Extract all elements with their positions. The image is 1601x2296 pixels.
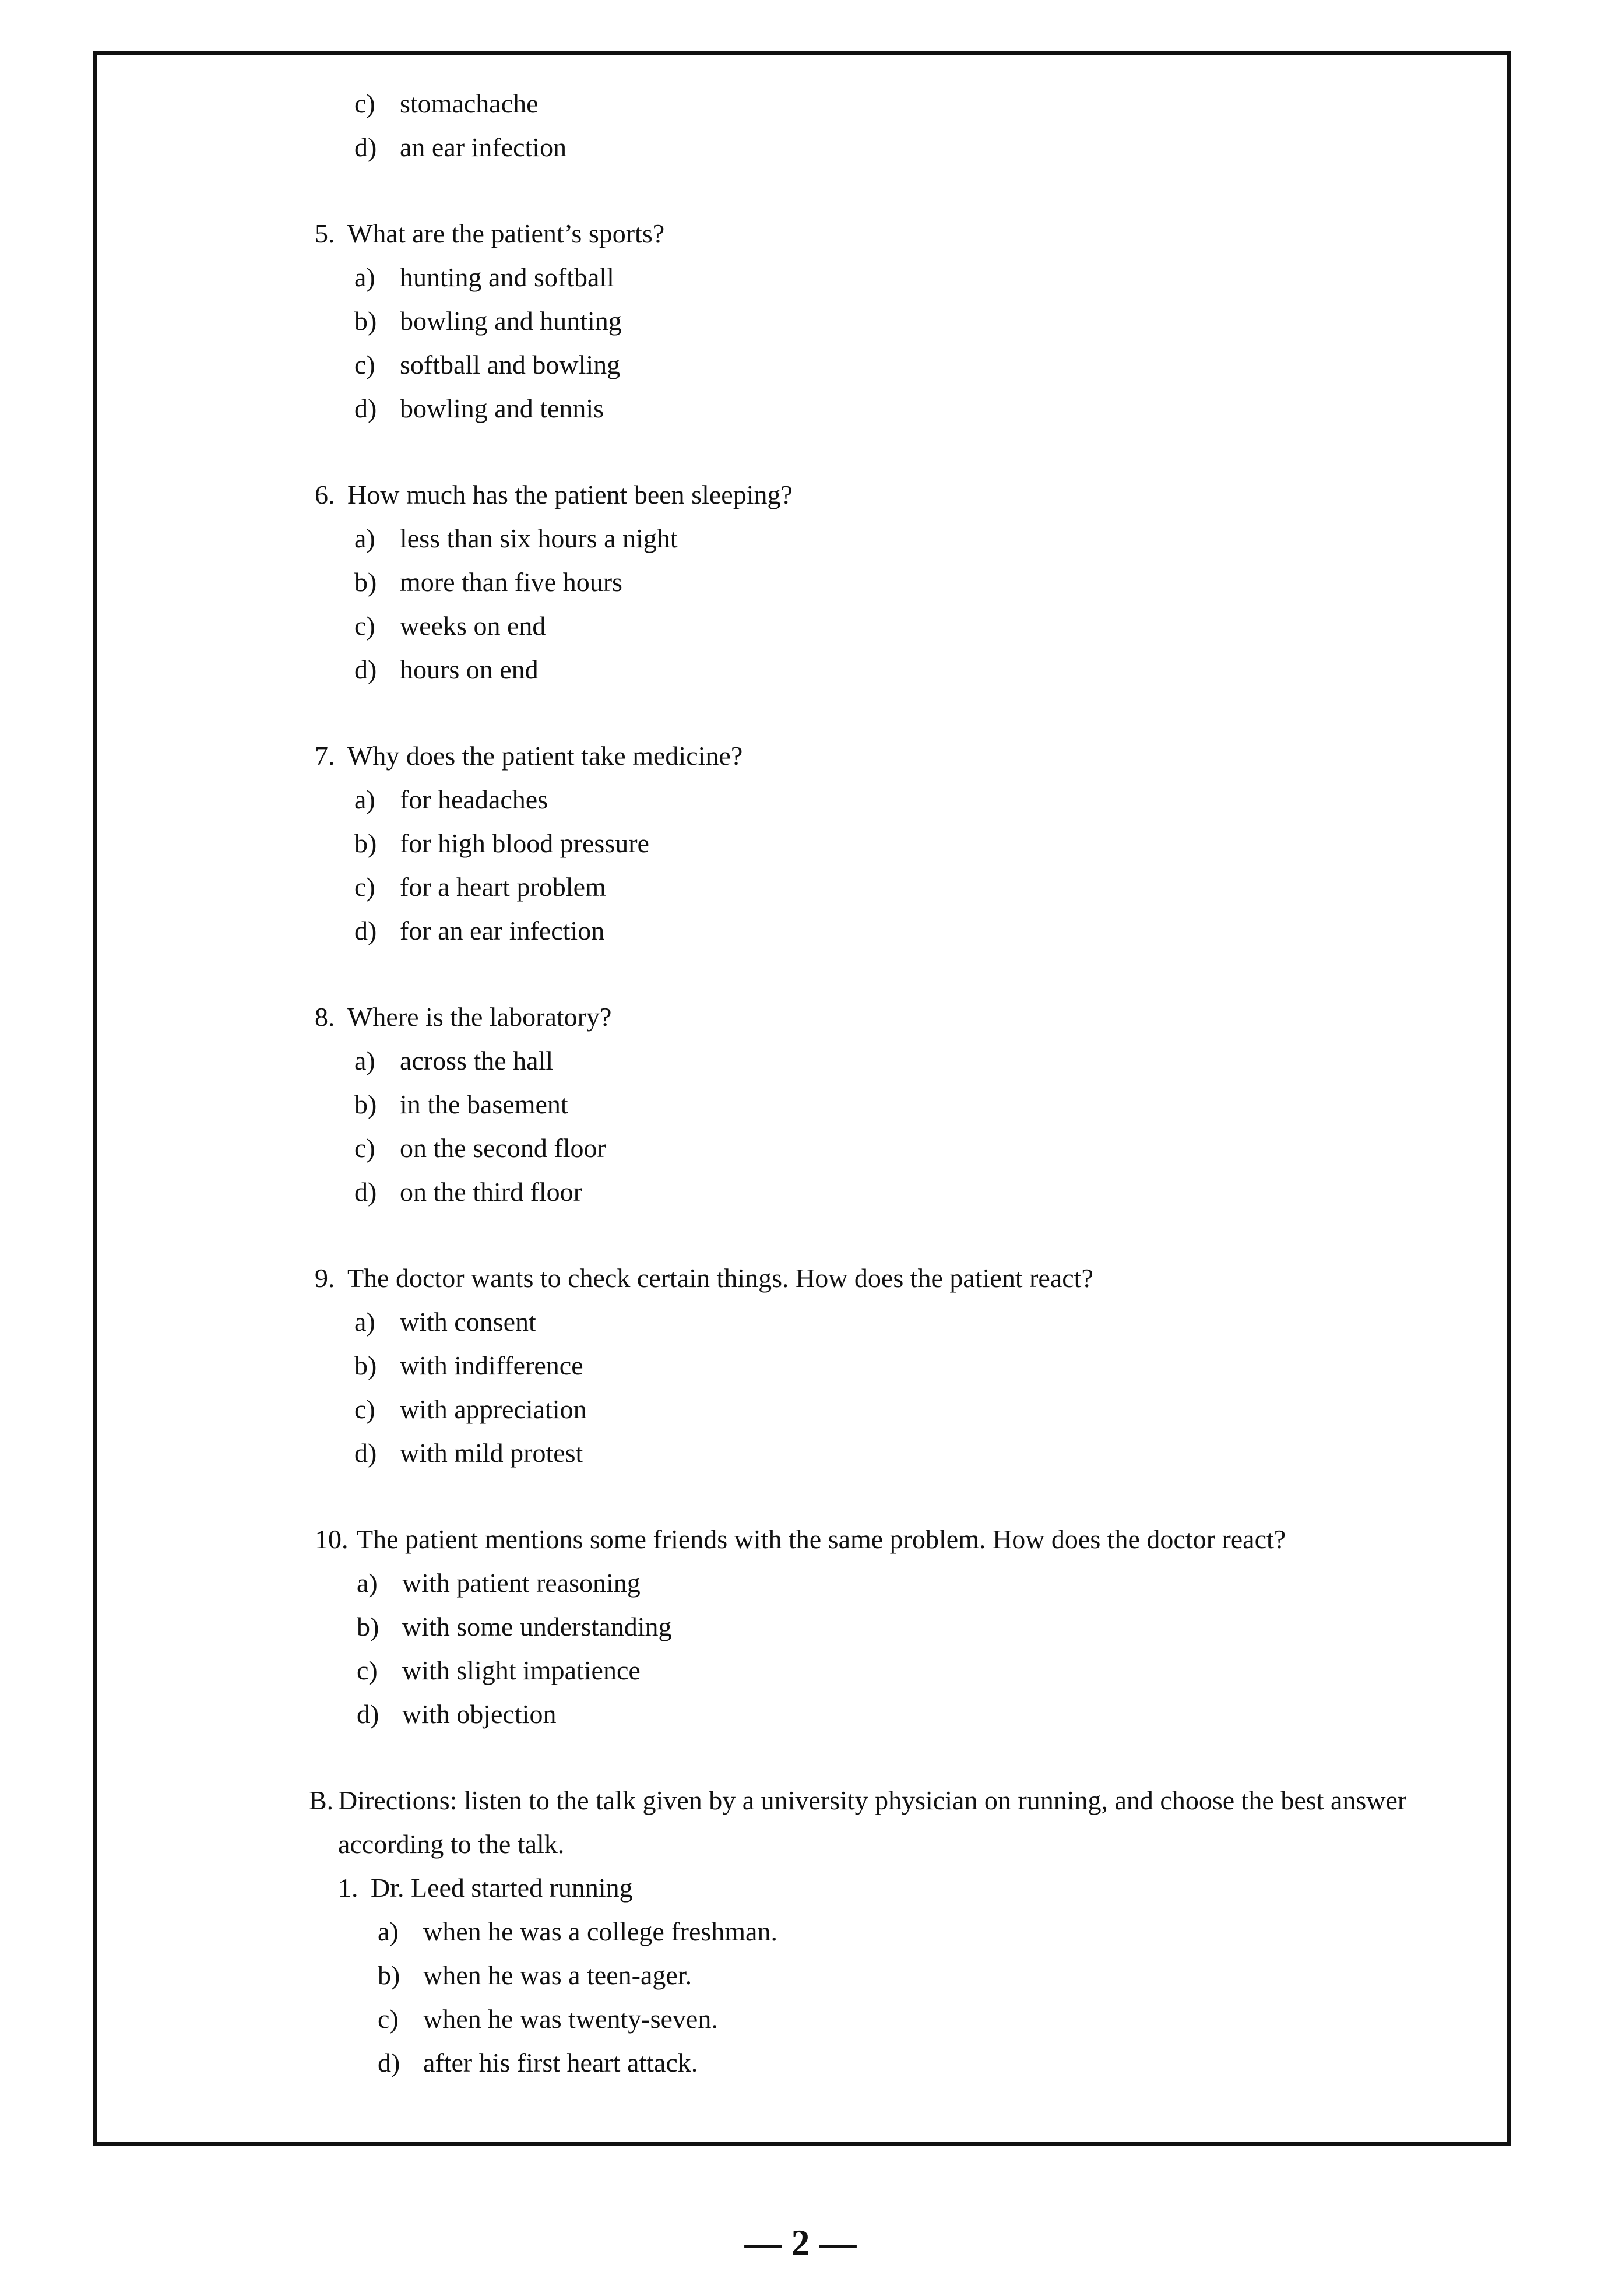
option [354, 1300, 1469, 1344]
option [354, 778, 1469, 821]
option-text: for high blood pressure [400, 828, 649, 858]
question-stem [315, 473, 1469, 516]
section-b [309, 1778, 1469, 2084]
option-letter: d) [354, 655, 377, 684]
option-letter: c) [378, 2004, 399, 2034]
option-text: with consent [400, 1307, 536, 1337]
option-text: when he was a college freshman. [423, 1917, 777, 1946]
option [354, 299, 1469, 343]
option-letter: b) [354, 306, 377, 336]
question-number: 7. [315, 741, 335, 771]
option [354, 125, 1469, 169]
option [354, 343, 1469, 386]
question-9 [315, 1256, 1469, 1475]
question-number: 5. [315, 219, 335, 248]
option-text: more than five hours [400, 567, 622, 597]
option [357, 1648, 1469, 1692]
option-letter: c) [354, 872, 375, 902]
option-text: for an ear infection [400, 916, 605, 945]
option-text: hours on end [400, 655, 539, 684]
option-letter: b) [357, 1612, 379, 1641]
question-number: 10. [315, 1524, 349, 1554]
option-text: with mild protest [400, 1438, 583, 1468]
option-text: bowling and hunting [400, 306, 622, 336]
option-letter: a) [354, 1046, 375, 1075]
option-letter: d) [378, 2048, 400, 2077]
option-text: when he was twenty-seven. [423, 2004, 718, 2034]
directions-text: Directions: listen to the talk given by a university physician on running, and choose the best answer according to the talk. [338, 1785, 1407, 1859]
option-text: when he was a teen-ager. [423, 1960, 692, 1990]
option [378, 1997, 1469, 2041]
option-letter: a) [354, 523, 375, 553]
option-letter: d) [354, 916, 377, 945]
question-text: Why does the patient take medicine? [347, 741, 743, 771]
option-text: for a heart problem [400, 872, 606, 902]
option-list [315, 1039, 1469, 1214]
question-stem [315, 995, 1469, 1039]
option-letter: b) [354, 1089, 377, 1119]
question-text: Dr. Leed started running [371, 1873, 633, 1903]
question-text: How much has the patient been sleeping? [347, 480, 793, 509]
option [354, 1170, 1469, 1214]
continued-options [315, 82, 1469, 169]
option-text: on the third floor [400, 1177, 582, 1207]
option-text: stomachache [400, 89, 539, 118]
option [378, 2041, 1469, 2084]
option-text: after his first heart attack. [423, 2048, 698, 2077]
option [354, 386, 1469, 430]
option-list [315, 778, 1469, 952]
option [357, 1605, 1469, 1648]
option [354, 1344, 1469, 1387]
option [354, 516, 1469, 560]
option-letter: c) [354, 350, 375, 379]
option-text: for headaches [400, 785, 548, 814]
option-text: weeks on end [400, 611, 546, 641]
section-letter: B. [309, 1785, 334, 1815]
option-text: in the basement [400, 1089, 568, 1119]
question-text: The doctor wants to check certain things. How does the patient react? [347, 1263, 1093, 1293]
section-directions [309, 1778, 1469, 1866]
option-letter: b) [378, 1960, 400, 1990]
option-letter: a) [378, 1917, 399, 1946]
option [354, 1126, 1469, 1170]
option-letter: c) [354, 611, 375, 641]
option-text: bowling and tennis [400, 393, 604, 423]
option-text: with patient reasoning [402, 1568, 641, 1598]
question-number: 9. [315, 1263, 335, 1293]
option-letter: b) [354, 828, 377, 858]
option-text: with indifference [400, 1351, 583, 1380]
question-stem [315, 1256, 1469, 1300]
option [354, 648, 1469, 691]
question-text: Where is the laboratory? [347, 1002, 612, 1032]
option-letter: a) [354, 1307, 375, 1337]
option [357, 1561, 1469, 1605]
option [354, 909, 1469, 952]
option [354, 821, 1469, 865]
question-number: 1. [338, 1873, 358, 1903]
page-number: — 2 — [744, 2222, 857, 2263]
option-letter: c) [357, 1655, 378, 1685]
option-list [315, 1300, 1469, 1475]
option-letter: c) [354, 1394, 375, 1424]
option [354, 82, 1469, 125]
option-list [315, 255, 1469, 430]
question-10 [315, 1517, 1469, 1736]
question-stem [309, 1866, 1469, 1910]
option-letter: c) [354, 1133, 375, 1163]
question-text: What are the patient’s sports? [347, 219, 665, 248]
option-list [315, 516, 1469, 691]
option-text: less than six hours a night [400, 523, 678, 553]
question-stem [315, 734, 1469, 778]
option-letter: b) [354, 567, 377, 597]
option-letter: b) [354, 1351, 377, 1380]
option-text: with objection [402, 1699, 557, 1729]
option [354, 1431, 1469, 1475]
option-text: hunting and softball [400, 262, 614, 292]
question-5 [315, 212, 1469, 430]
option [378, 1910, 1469, 1953]
option-letter: d) [354, 1177, 377, 1207]
question-stem [315, 1517, 1469, 1561]
question-7 [315, 734, 1469, 952]
option-letter: a) [354, 785, 375, 814]
option [378, 1953, 1469, 1997]
question-8 [315, 995, 1469, 1214]
option [357, 1692, 1469, 1736]
option-text: with appreciation [400, 1394, 587, 1424]
option [354, 604, 1469, 648]
option-letter: d) [357, 1699, 379, 1729]
question-6 [315, 473, 1469, 691]
option-letter: d) [354, 132, 377, 162]
option-letter: c) [354, 89, 375, 118]
option [354, 865, 1469, 909]
option-letter: a) [357, 1568, 378, 1598]
option-letter: a) [354, 262, 375, 292]
option-text: across the hall [400, 1046, 554, 1075]
question-content [309, 82, 1469, 2084]
option-list [315, 1561, 1469, 1736]
option-text: an ear infection [400, 132, 567, 162]
option [354, 255, 1469, 299]
question-stem [315, 212, 1469, 255]
question-number: 6. [315, 480, 335, 509]
option [354, 560, 1469, 604]
option-list [309, 1910, 1469, 2084]
option-letter: d) [354, 393, 377, 423]
option [354, 1039, 1469, 1082]
question-number: 8. [315, 1002, 335, 1032]
option-text: with some understanding [402, 1612, 672, 1641]
option [354, 1387, 1469, 1431]
option-letter: d) [354, 1438, 377, 1468]
option-text: with slight impatience [402, 1655, 641, 1685]
question-text: The patient mentions some friends with the same problem. How does the doctor react? [357, 1524, 1286, 1554]
option-text: on the second floor [400, 1133, 606, 1163]
option [354, 1082, 1469, 1126]
option-text: softball and bowling [400, 350, 621, 379]
